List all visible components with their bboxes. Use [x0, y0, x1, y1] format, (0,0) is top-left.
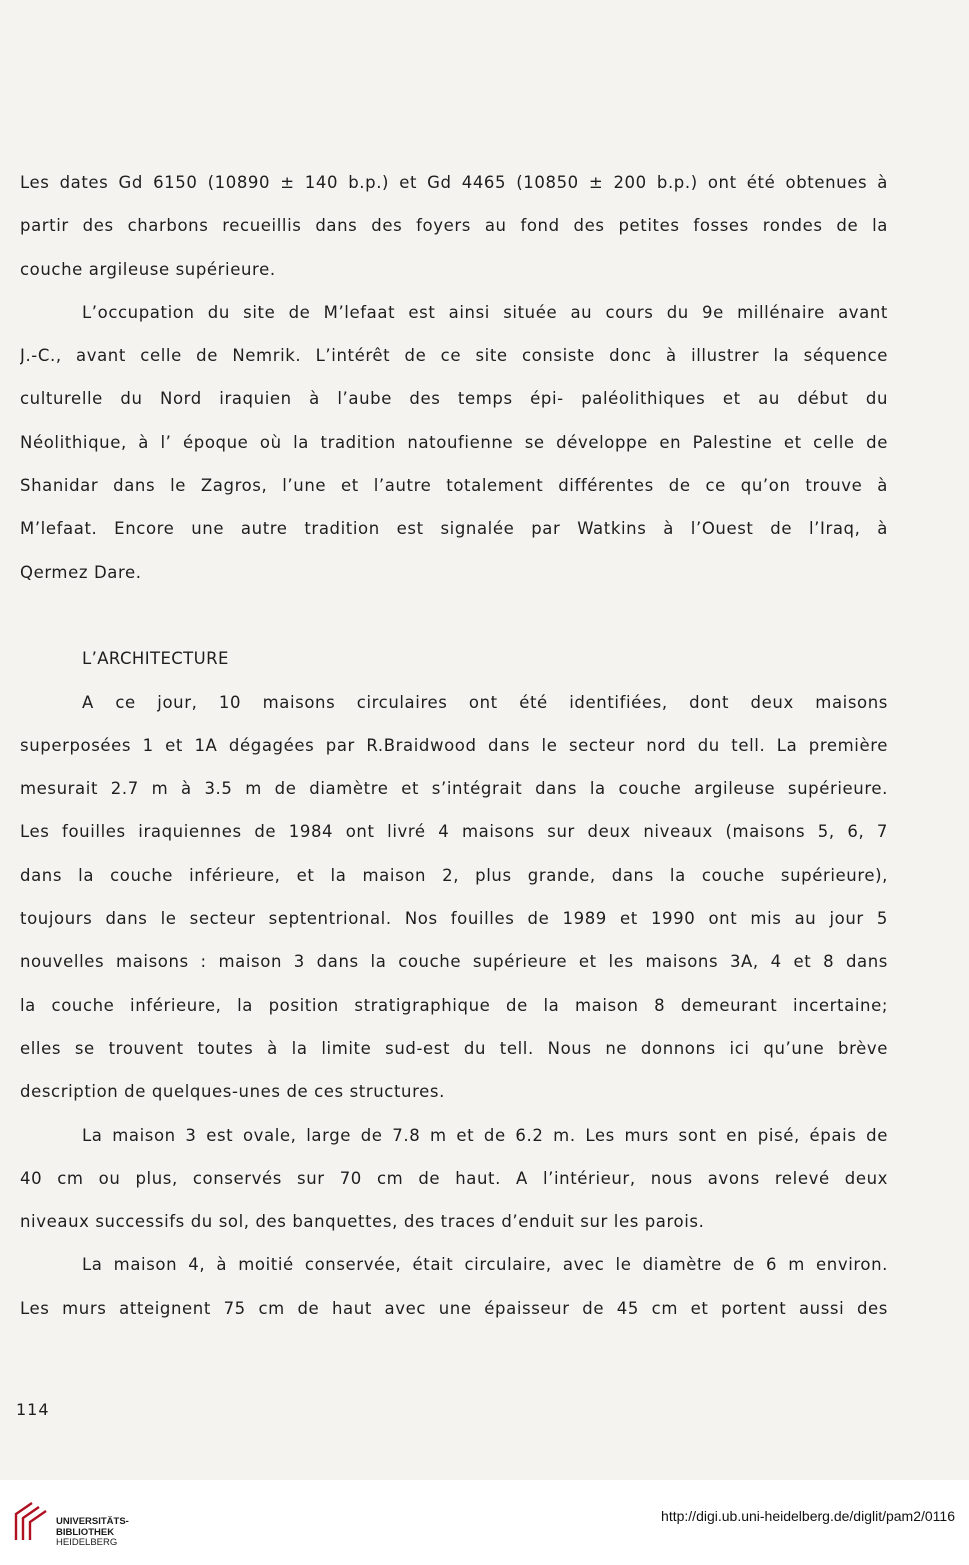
library-name	[56, 1517, 129, 1549]
text-line: nouvelles maisons : maison 3 dans la couche supérieure et les maisons 3A, 4 et 8 dans	[20, 952, 888, 972]
library-name-line: BIBLIOTHEK	[56, 1526, 115, 1538]
page-number: 114	[16, 1400, 50, 1419]
body-text	[20, 166, 888, 1335]
library-name-line: UNIVERSITÄTS-	[56, 1516, 129, 1527]
text-line: Les fouilles iraquiennes de 1984 ont livré 4 maisons sur deux niveaux (maisons 5, 6, 7	[20, 822, 888, 842]
text-line: Les dates Gd 6150 (10890 ± 140 b.p.) et Gd 4465 (10850 ± 200 b.p.) ont été obtenues à	[20, 173, 888, 192]
text-line: description de quelques-unes de ces structures.	[20, 1082, 445, 1102]
text-line: J.-C., avant celle de Nemrik. L’intérêt de ce site consiste donc à illustrer la séquence	[20, 346, 888, 366]
text-line: toujours dans le secteur septentrional. Nos fouilles de 1989 et 1990 ont mis au jour 5	[20, 909, 888, 929]
source-url-link[interactable]: http://digi.ub.uni-heidelberg.de/diglit/pam2/0116	[661, 1508, 955, 1524]
text-line: partir des charbons recueillis dans des foyers au fond des petites fosses rondes de la	[20, 216, 888, 236]
text-line: culturelle du Nord iraquien à l’aube des temps épi- paléolithiques et au début du	[20, 389, 888, 409]
text-line: M’lefaat. Encore une autre tradition est signalée par Watkins à l’Ouest de l’Iraq, à	[20, 519, 888, 539]
text-line: la couche inférieure, la position stratigraphique de la maison 8 demeurant incertaine;	[20, 995, 888, 1015]
text-line: niveaux successifs du sol, des banquettes, des traces d’enduit sur les parois.	[20, 1212, 705, 1232]
section-heading: L’ARCHITECTURE	[82, 649, 229, 669]
text-line: La maison 3 est ovale, large de 7.8 m et de 6.2 m. Les murs sont en pisé, épais de	[82, 1125, 888, 1145]
text-line: A ce jour, 10 maisons circulaires ont été identifiées, dont deux maisons	[82, 692, 888, 712]
text-line: Les murs atteignent 75 cm de haut avec une épaisseur de 45 cm et portent aussi des	[20, 1298, 888, 1318]
text-line: Shanidar dans le Zagros, l’une et l’autre totalement différentes de ce qu’on trouve à	[20, 476, 888, 496]
text-line: mesurait 2.7 m à 3.5 m de diamètre et s’intégrait dans la couche argileuse supérieure.	[20, 779, 888, 799]
text-line: 40 cm ou plus, conservés sur 70 cm de haut. A l’intérieur, nous avons relevé deux	[20, 1168, 888, 1188]
text-line: Néolithique, à l’ époque où la tradition natoufienne se développe en Palestine et celle de	[20, 432, 888, 452]
text-line: L’occupation du site de M’lefaat est ainsi située au cours du 9e millénaire avant	[82, 302, 888, 322]
text-line: elles se trouvent toutes à la limite sud-est du tell. Nous ne donnons ici qu’une brève	[20, 1038, 888, 1058]
library-logo-icon	[8, 1500, 48, 1542]
text-line: couche argileuse supérieure.	[20, 259, 276, 279]
text-line: Qermez Dare.	[20, 562, 142, 582]
text-line: dans la couche inférieure, et la maison 2, plus grande, dans la couche supérieure),	[20, 865, 888, 885]
text-line: superposées 1 et 1A dégagées par R.Braidwood dans le secteur nord du tell. La première	[20, 735, 888, 755]
digitization-footer	[0, 1480, 969, 1565]
text-line: La maison 4, à moitié conservée, était circulaire, avec le diamètre de 6 m environ.	[82, 1255, 888, 1275]
library-name-line: HEIDELBERG	[56, 1537, 118, 1548]
